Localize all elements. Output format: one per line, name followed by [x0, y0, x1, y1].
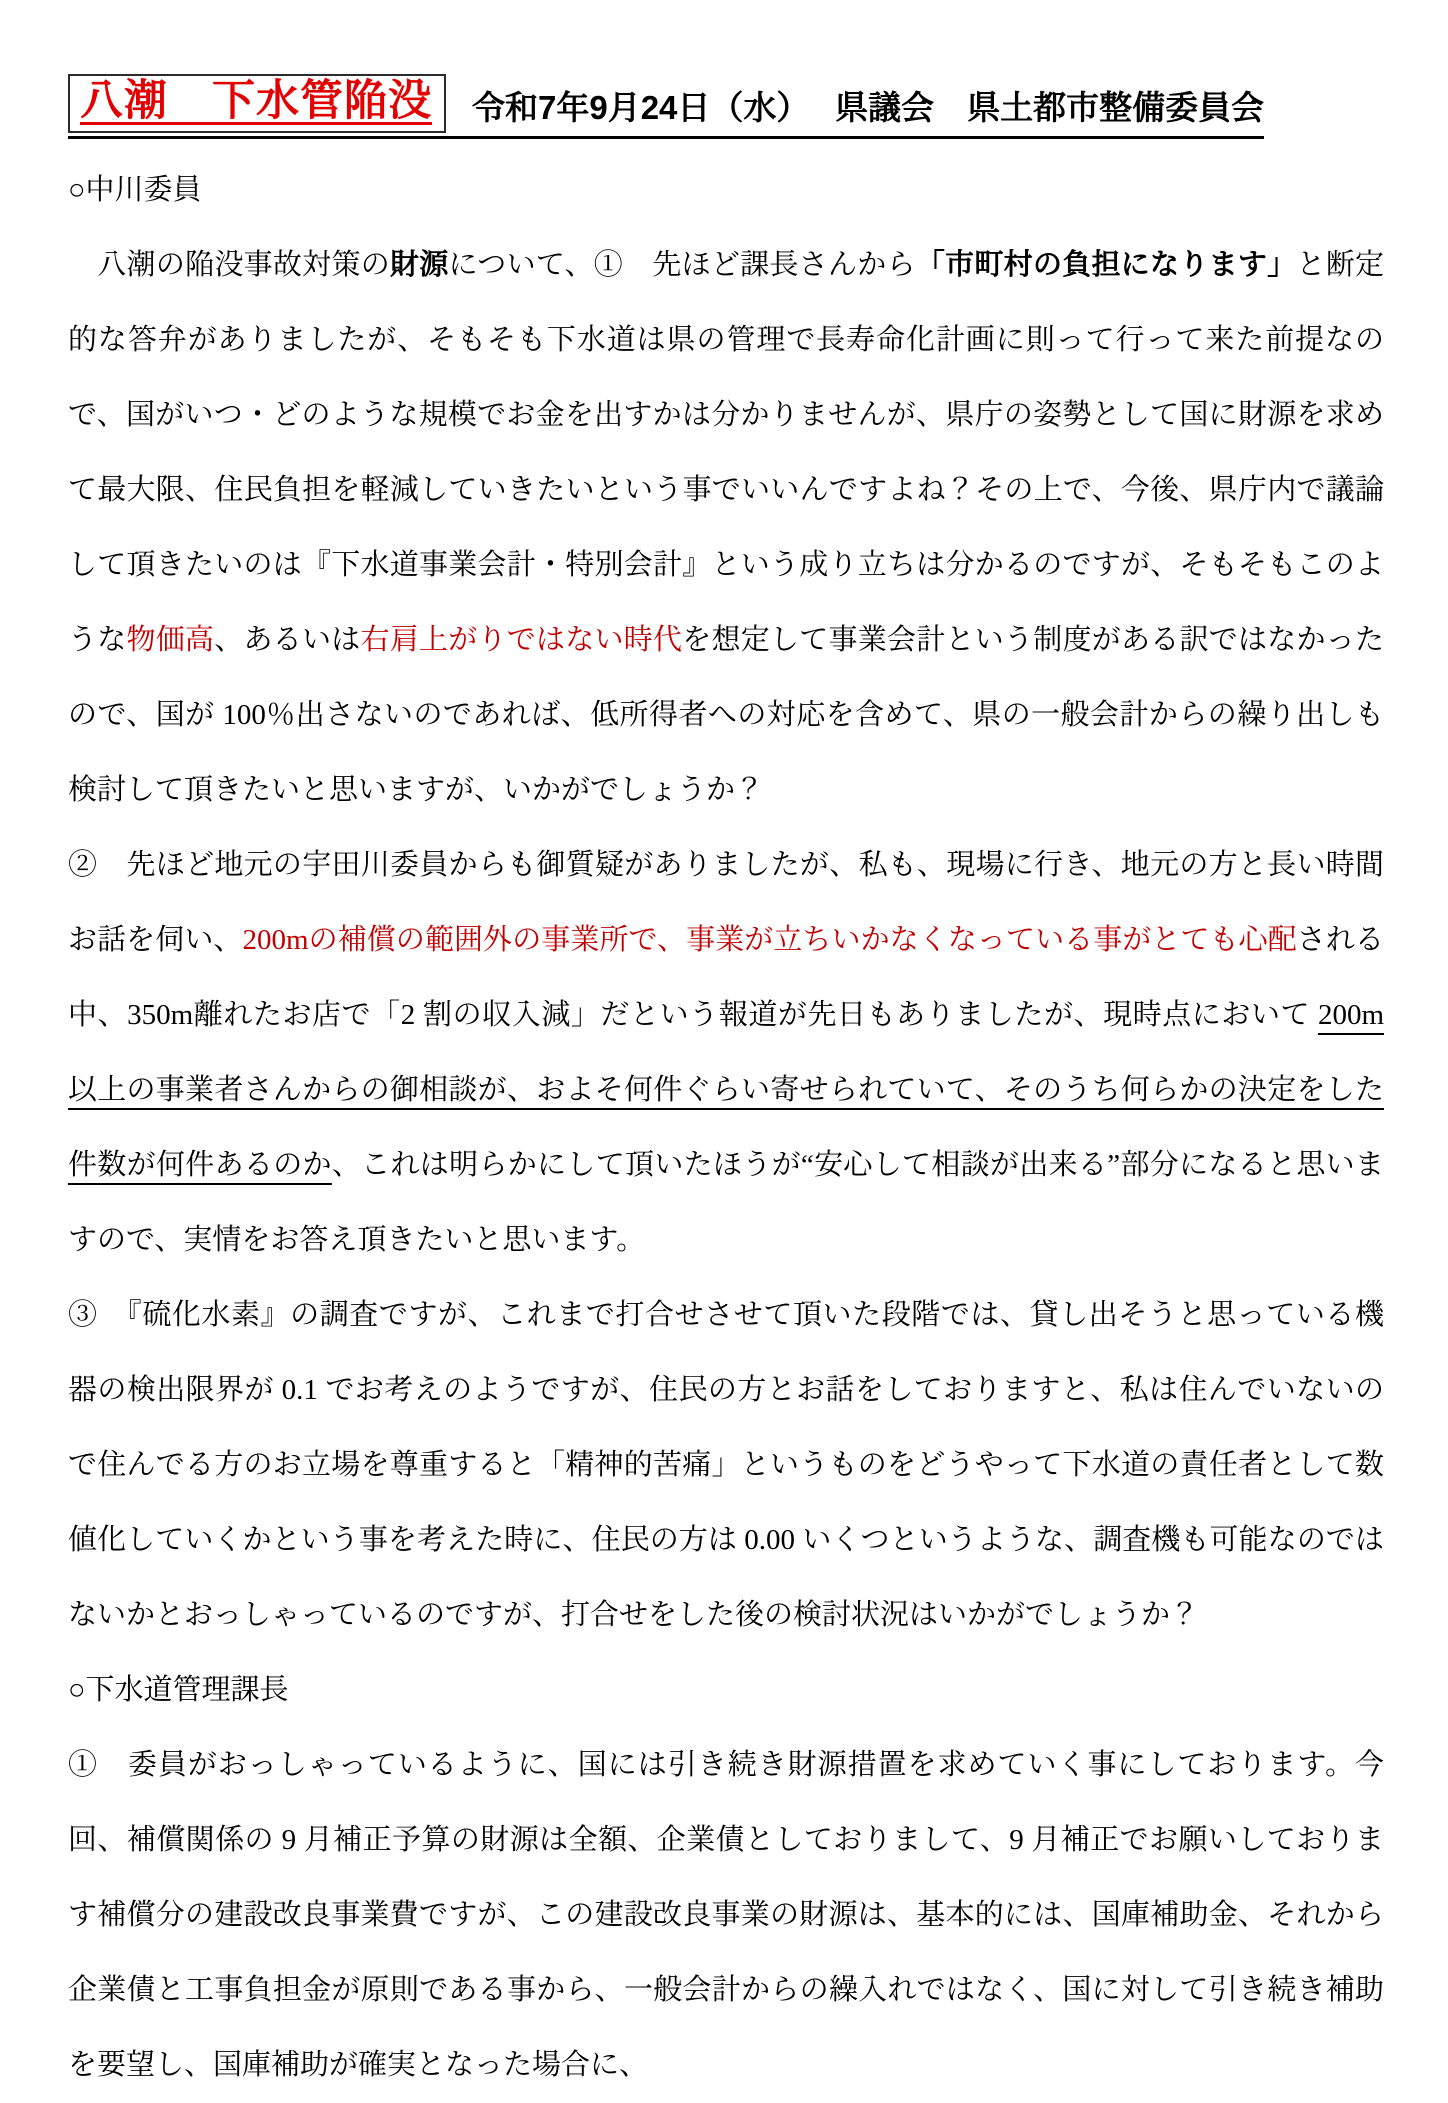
text-run: と断定的な答弁がありましたが、そもそも下水道は県の管理で長寿命化計画に則って行って来た前提なので、国がいつ・どのような規模でお金を出すかは分かりませんが、県庁の姿勢として国に財源を求めて最大限、住民負担を軽減していきたいという事でいいんですよね？その上で、今後、県庁内で議論して頂きたいのは『下水道事業会計・特別会計』という成り立ちは分かるのですが、そもそもこのような: [68, 249, 1384, 656]
text-run: される中、350m離れたお店で「2 割の収入減」だという報道が先日もありましたが、現時点において: [68, 924, 1384, 1031]
body-paragraph: [68, 228, 1384, 828]
text-run: について、① 先ほど課長さんから: [448, 249, 916, 281]
body-paragraph: [68, 828, 1384, 1278]
text-run: を想定して事業会計という制度がある訳ではなかったので、国が 100％出さないのであれば、低所得者への対応を含めて、県の一般会計からの繰り出しも検討して頂きたいと思いますが、いかがでしょうか？: [68, 624, 1384, 806]
body-paragraph: [68, 1728, 1384, 2103]
text-run: 右肩上がりではない時代: [360, 624, 683, 656]
header-meta-line: 令和7年9月24日（水） 県議会 県土都市整備委員会: [472, 89, 1265, 126]
text-run: 200m以上の事業者さんからの御相談が、およそ何件ぐらい寄せられていて、そのうち何らかの決定をした件数が何件あるのか: [68, 999, 1384, 1181]
text-run: ○中川委員: [68, 174, 202, 206]
document-title: 八潮 下水管陥没: [80, 77, 432, 125]
speaker-label: [68, 1653, 1384, 1728]
text-run: 財源: [390, 249, 449, 281]
text-run: 「市町村の負担になります」: [915, 249, 1297, 281]
speaker-label: [68, 153, 1384, 228]
text-run: 物価高: [126, 624, 215, 656]
text-run: ③ 『硫化水素』の調査ですが、これまで打合せさせて頂いた段階では、貸し出そうと思っている機器の検出限界が 0.1 でお考えのようですが、住民の方とお話をしておりますと、私は住んでいないので住んでる方のお立場を尊重すると「精神的苦痛」というものをどうやって下水道の責任者として数値化していくかという事を考えた時に、住民の方は 0.00 いくつというような、調査機も可能なのではないかとおっしゃっているのですが、打合せをした後の検討状況はいかがでしょうか？: [68, 1299, 1384, 1631]
document-header: [68, 74, 1264, 139]
text-run: 、これは明らかにして頂いたほうが“安心して相談が出来る”部分になると思いますので、実情をお答え頂きたいと思います。: [68, 1149, 1384, 1256]
text-run: 、あるいは: [214, 624, 361, 656]
title-box: [68, 74, 446, 133]
text-run: ② 先ほど地元の宇田川委員からも御質疑がありましたが、私も、現場に行き、地元の方と長い時間お話を伺い、: [68, 849, 1384, 956]
text-run: ○下水道管理課長: [68, 1674, 289, 1706]
body-paragraph: [68, 1278, 1384, 1653]
text-run: ① 委員がおっしゃっているように、国には引き続き財源措置を求めていく事にしております。今回、補償関係の 9 月補正予算の財源は全額、企業債としておりまして、9 月補正でお願いしております補償分の建設改良事業費ですが、この建設改良事業の財源は、基本的には、国庫補助金、それから企業債と工事負担金が原則である事から、一般会計からの繰入れではなく、国に対して引き続き補助を要望し、国庫補助が確実となった場合に、: [68, 1749, 1385, 2081]
text-run: 200mの補償の範囲外の事業所で、事業が立ちいかなくなっている事がとても心配: [242, 924, 1297, 956]
text-run: 八潮の陥没事故対策の: [68, 249, 391, 281]
document-body: [68, 153, 1384, 2103]
